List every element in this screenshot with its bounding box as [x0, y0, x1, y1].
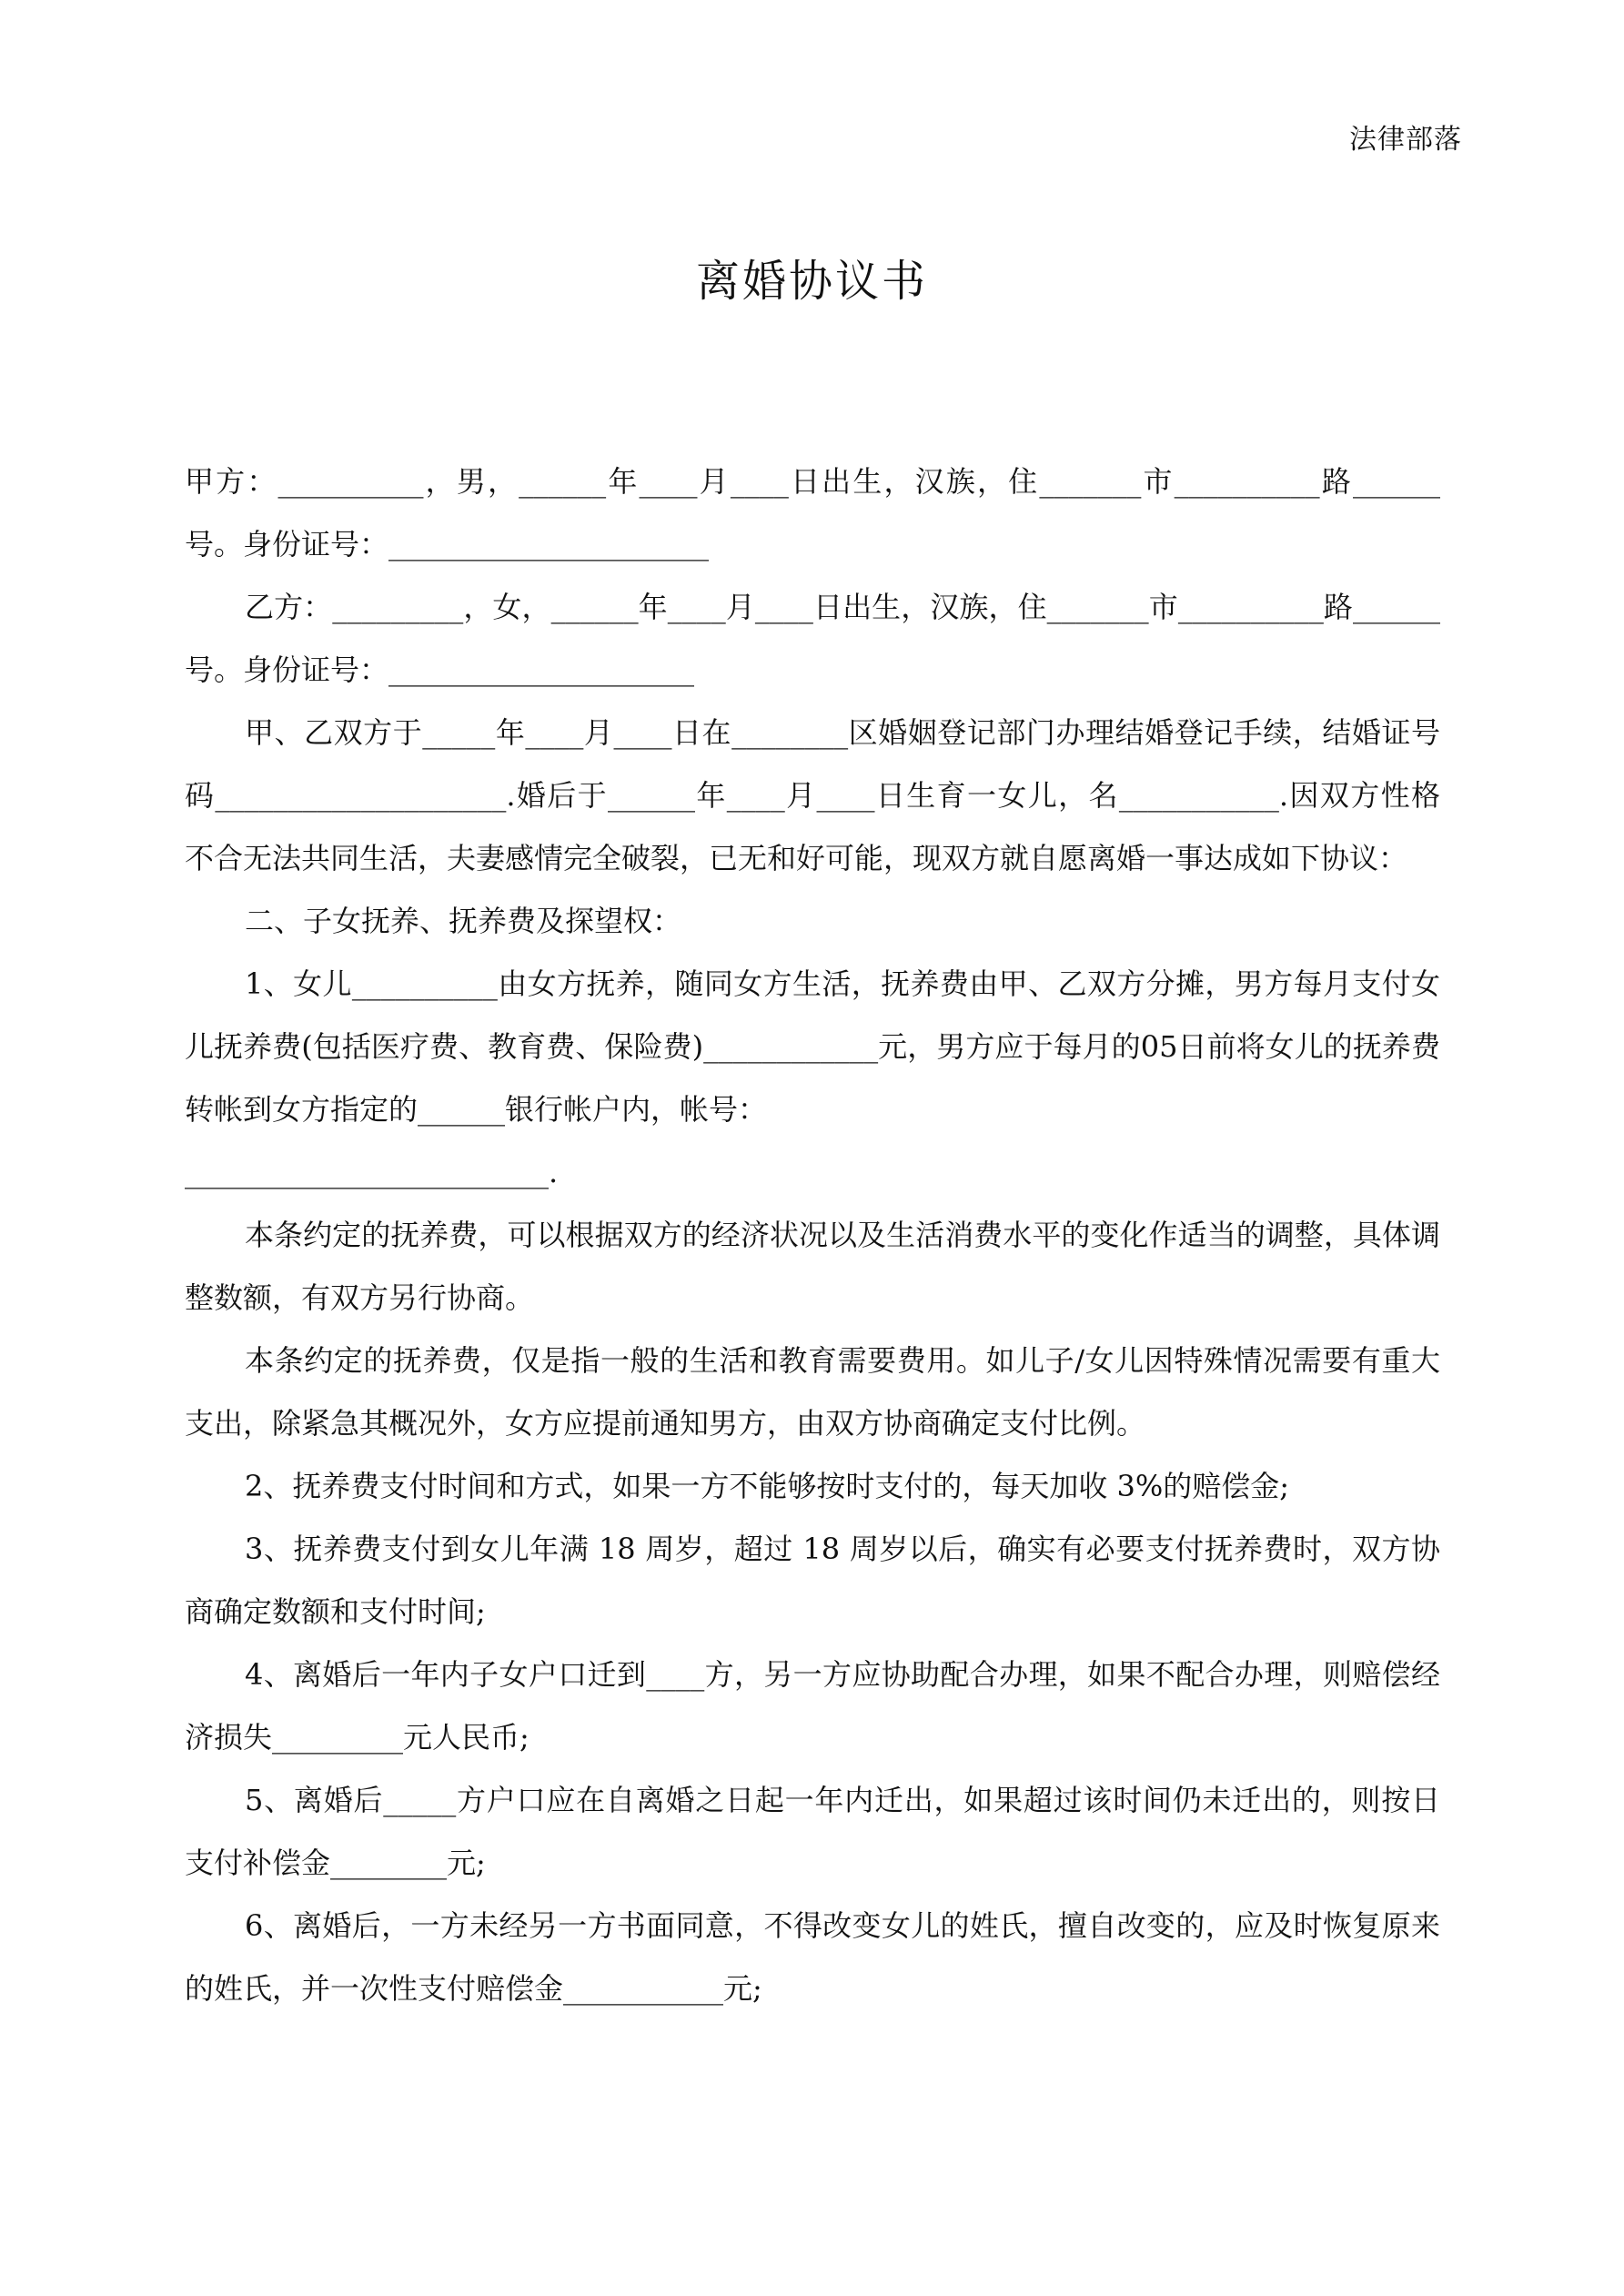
document-body [185, 450, 1440, 2020]
clause-3: 3、抚养费支付到女儿年满 18 周岁，超过 18 周岁以后，确实有必要支付抚养费时，双方协商确定数额和支付时间; [185, 1532, 1440, 1629]
clause-4: 4、离婚后一年内子女户口迁到____方，另一方应协助配合办理，如果不配合办理，则赔偿经济损失_________元人民币; [185, 1657, 1440, 1755]
clause-1: 1、女儿__________由女方抚养，随同女方生活，抚养费由甲、乙双方分摊，男方每月支付女儿抚养费(包括医疗费、教育费、保险费)____________元，男方应于每月的05日前将女儿的抚养费转帐到女方指定的______银行帐户内，帐号： [185, 966, 1440, 1127]
paragraph-party-a: 甲方：__________，男，______年____月____日出生，汉族，住_______市__________路______号。身份证号：______________________ [185, 464, 1440, 561]
paragraph-party-b: 乙方：_________，女，______年____月____日出生，汉族，住_______市__________路______号。身份证号：_____________________ [185, 590, 1440, 687]
clause-2: 2、抚养费支付时间和方式，如果一方不能够按时支付的，每天加收 3%的赔偿金; [245, 1469, 1290, 1503]
clause-6: 6、离婚后，一方未经另一方书面同意，不得改变女儿的姓氏，擅自改变的，应及时恢复原来的姓氏，并一次性支付赔偿金___________元; [185, 1908, 1440, 2006]
account-number-blank: _________________________. [185, 1155, 559, 1189]
paragraph-marriage-info: 甲、乙双方于_____年____月____日在________区婚姻登记部门办理结婚登记手续，结婚证号码____________________.婚后于______年____月____日生育一女儿，名___________.因双方性格不合无法共同生活，夫妻感情完全破裂，已无和好可能，现双方就自愿离婚一事达成如下协议： [185, 715, 1440, 875]
paragraph-scope-note: 本条约定的抚养费，仅是指一般的生活和教育需要费用。如儿子/女儿因特殊情况需要有重大支出，除紧急其概况外，女方应提前通知男方，由双方协商确定支付比例。 [185, 1343, 1440, 1441]
clause-5: 5、离婚后_____方户口应在自离婚之日起一年内迁出，如果超过该时间仍未迁出的，则按日支付补偿金________元; [185, 1783, 1440, 1880]
document-title: 离婚协议书 [695, 256, 928, 307]
header-note: 法律部落 [1349, 124, 1462, 156]
section-heading-child-custody: 二、子女抚养、抚养费及探望权： [245, 904, 682, 938]
paragraph-adjustment-note: 本条约定的抚养费，可以根据双方的经济状况以及生活消费水平的变化作适当的调整，具体调整数额，有双方另行协商。 [185, 1218, 1440, 1315]
